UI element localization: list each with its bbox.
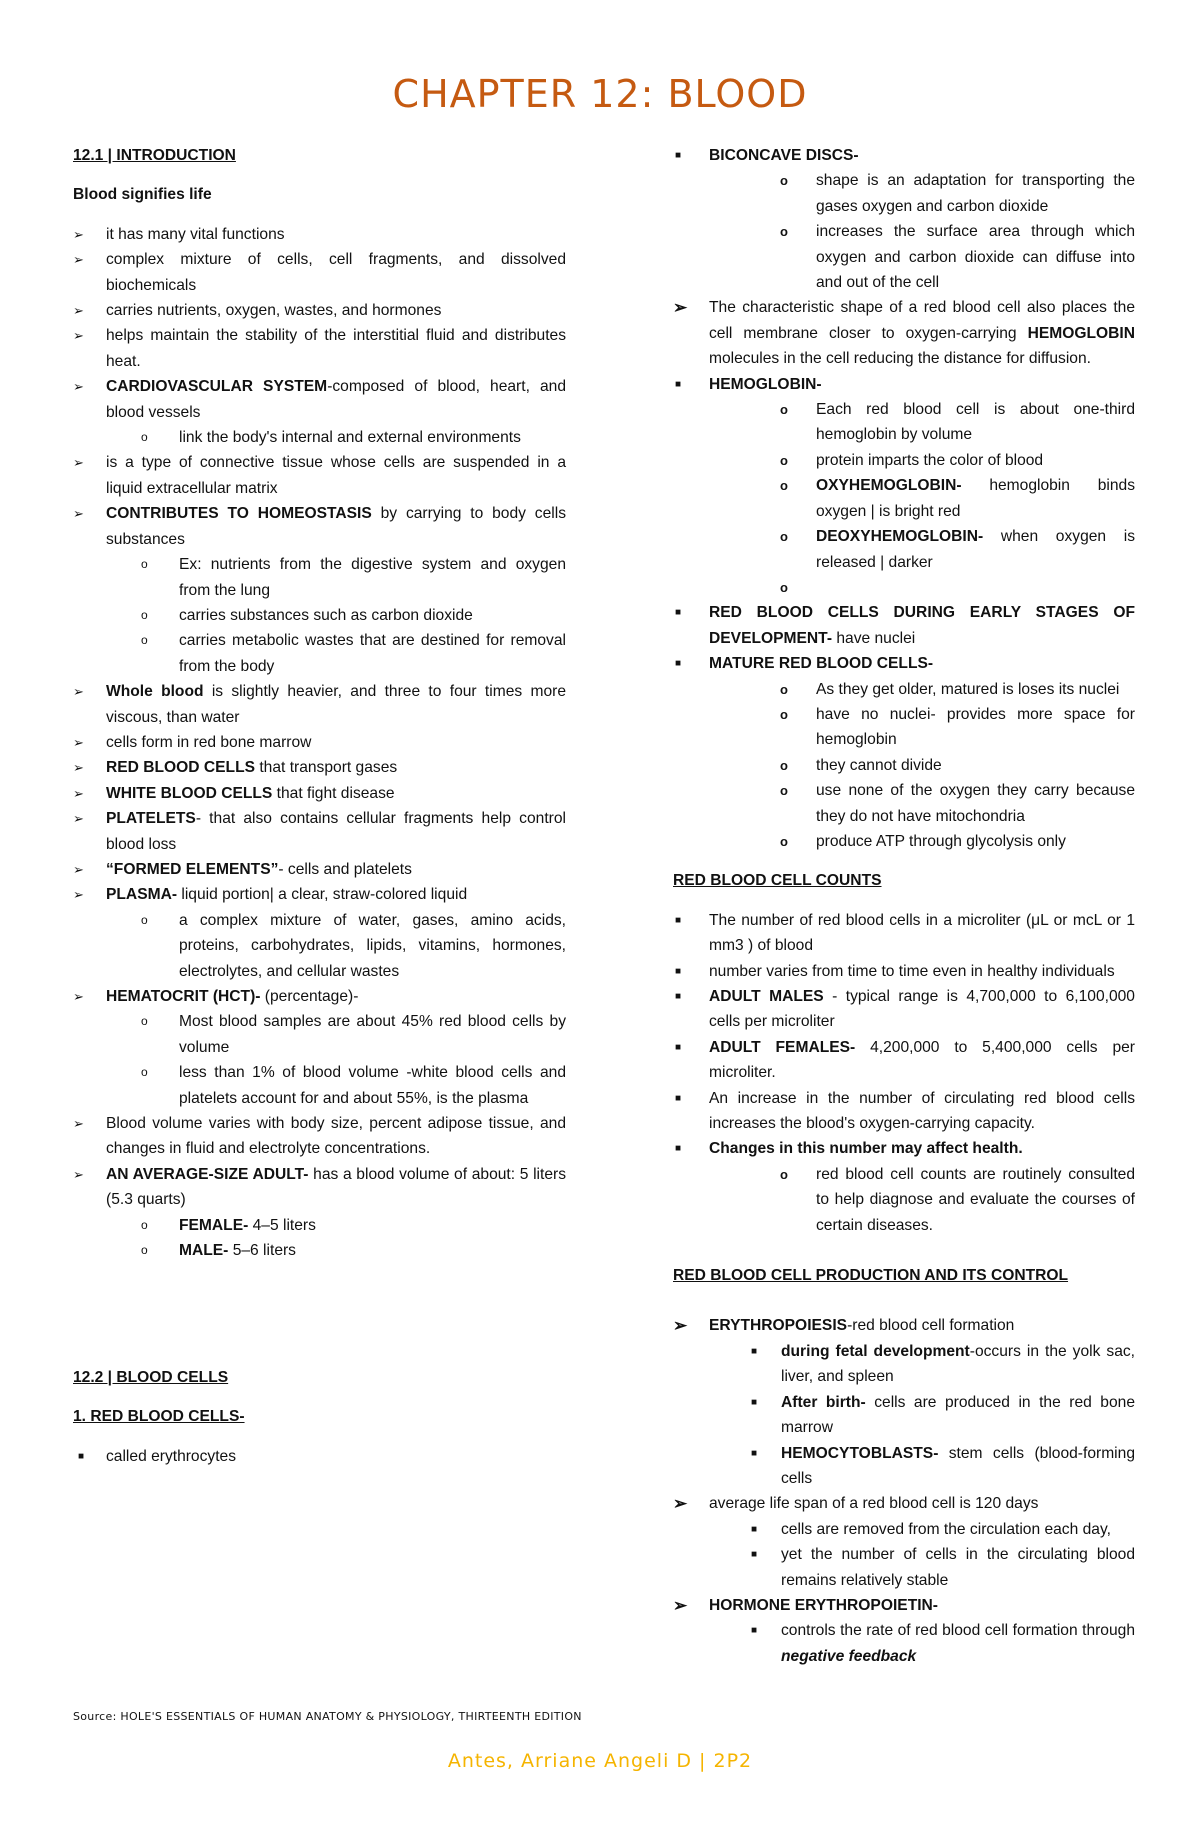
list-item: ➢ HEMATOCRIT (HCT)- (percentage)- bbox=[73, 984, 566, 1009]
list-item: ➢ complex mixture of cells, cell fragments, and dissolved biochemicals bbox=[73, 247, 566, 298]
square-bullet-icon: ■ bbox=[751, 1523, 758, 1535]
list-item: o carries substances such as carbon dioxide bbox=[73, 603, 566, 628]
footer-author: Antes, Arriane Angeli D | 2P2 bbox=[447, 1750, 753, 1772]
arrow-bullet-icon: ➢ bbox=[73, 328, 84, 344]
list-item: ➢ AN AVERAGE-SIZE ADULT- has a blood volume of about: 5 liters (5.3 quarts) bbox=[73, 1162, 566, 1213]
list-item: ■ HEMOCYTOBLASTS- stem cells (blood-forming cells bbox=[673, 1441, 1135, 1492]
arrow-bullet-icon: ➢ bbox=[73, 861, 84, 877]
square-bullet-icon: ■ bbox=[751, 1345, 758, 1357]
list-item: o they cannot divide bbox=[673, 753, 1135, 778]
list-item: o shape is an adaptation for transporting the gases oxygen and carbon dioxide bbox=[673, 168, 1135, 219]
list-item: ➢ RED BLOOD CELLS that transport gases bbox=[73, 755, 566, 780]
square-bullet-icon: ■ bbox=[675, 378, 682, 390]
circle-bullet-icon: o bbox=[780, 478, 788, 494]
list-item: o less than 1% of blood volume -white blood cells and platelets account for and about 55%, is the plasma bbox=[73, 1060, 566, 1111]
left-column bbox=[73, 143, 566, 1263]
list-item: ➢ CONTRIBUTES TO HOMEOSTASIS by carrying to body cells substances bbox=[73, 501, 566, 552]
list-item: o MALE- 5–6 liters bbox=[73, 1238, 566, 1263]
square-bullet-icon: ■ bbox=[675, 965, 682, 977]
list-item: o increases the surface area through which oxygen and carbon dioxide can diffuse into and out of the cell bbox=[673, 219, 1135, 295]
circle-bullet-icon: o bbox=[780, 529, 788, 545]
list-item: ➢ Whole blood is slightly heavier, and three to four times more viscous, than water bbox=[73, 679, 566, 730]
list-item: o As they get older, matured is loses its nuclei bbox=[673, 677, 1135, 702]
arrow-bullet-icon: ➢ bbox=[73, 1166, 84, 1182]
list-item: o Ex: nutrients from the digestive system and oxygen from the lung bbox=[73, 552, 566, 603]
circle-bullet-icon: o bbox=[780, 224, 788, 240]
arrow-bullet-icon: ➢ bbox=[73, 811, 84, 827]
circle-bullet-icon: o bbox=[141, 1014, 148, 1029]
list-item: ■ ADULT MALES - typical range is 4,700,000 to 6,100,000 cells per microliter bbox=[673, 984, 1135, 1035]
list-item: ■ yet the number of cells in the circulating blood remains relatively stable bbox=[673, 1542, 1135, 1593]
arrow-bullet-icon: ➢ bbox=[673, 298, 688, 318]
circle-bullet-icon: o bbox=[780, 579, 788, 595]
list-item: o Most blood samples are about 45% red blood cells by volume bbox=[73, 1009, 566, 1060]
arrow-bullet-icon: ➢ bbox=[73, 455, 84, 471]
list-item: ■ MATURE RED BLOOD CELLS- bbox=[673, 651, 1135, 676]
subheading-red-blood-cells: 1. RED BLOOD CELLS- bbox=[73, 1408, 245, 1426]
arrow-bullet-icon: ➢ bbox=[73, 1116, 84, 1132]
list-item: ■ cells are removed from the circulation each day, bbox=[673, 1517, 1135, 1542]
circle-bullet-icon: o bbox=[141, 633, 148, 648]
subheading-blood-signifies-life: Blood signifies life bbox=[73, 186, 212, 204]
list-item: o use none of the oxygen they carry because they do not have mitochondria bbox=[673, 778, 1135, 829]
list-item: o protein imparts the color of blood bbox=[673, 448, 1135, 473]
list-item: ➢ “FORMED ELEMENTS”- cells and platelets bbox=[73, 857, 566, 882]
section-heading-rbc-production: RED BLOOD CELL PRODUCTION AND ITS CONTROL bbox=[673, 1267, 1069, 1285]
arrow-bullet-icon: ➢ bbox=[673, 1595, 688, 1615]
list-item: ➢ PLATELETS- that also contains cellular fragments help control blood loss bbox=[73, 806, 566, 857]
list-item: o produce ATP through glycolysis only bbox=[673, 829, 1135, 854]
list-item: ➢ helps maintain the stability of the interstitial fluid and distributes heat. bbox=[73, 323, 566, 374]
square-bullet-icon: ■ bbox=[751, 1447, 758, 1459]
list-item: ➢ average life span of a red blood cell is 120 days bbox=[673, 1491, 1135, 1516]
list-item: ➢ is a type of connective tissue whose cells are suspended in a liquid extracellular matrix bbox=[73, 450, 566, 501]
circle-bullet-icon: o bbox=[780, 1166, 788, 1182]
square-bullet-icon: ■ bbox=[675, 1143, 682, 1155]
arrow-bullet-icon: ➢ bbox=[73, 303, 84, 319]
list-item: ■ during fetal development-occurs in the yolk sac, liver, and spleen bbox=[673, 1339, 1135, 1390]
list-item: o Each red blood cell is about one-third hemoglobin by volume bbox=[673, 397, 1135, 448]
arrow-bullet-icon: ➢ bbox=[73, 760, 84, 776]
list-item: ■ HEMOGLOBIN- bbox=[673, 372, 1135, 397]
list-item: o FEMALE- 4–5 liters bbox=[73, 1213, 566, 1238]
circle-bullet-icon: o bbox=[780, 783, 788, 799]
arrow-bullet-icon: ➢ bbox=[673, 1494, 688, 1514]
list-item: ➢ The characteristic shape of a red blood cell also places the cell membrane closer to oxygen-carrying HEMOGLOBIN molecules in the cell reducing the distance for diffusion. bbox=[673, 295, 1135, 371]
square-bullet-icon: ■ bbox=[78, 1450, 85, 1462]
right-column bbox=[673, 143, 1135, 1669]
circle-bullet-icon: o bbox=[141, 1217, 148, 1232]
circle-bullet-icon: o bbox=[141, 607, 148, 622]
source-note: Source: HOLE'S ESSENTIALS OF HUMAN ANATOMY & PHYSIOLOGY, THIRTEENTH EDITION bbox=[73, 1710, 582, 1723]
circle-bullet-icon: o bbox=[780, 833, 788, 849]
list-item: ■ The number of red blood cells in a microliter (μL or mcL or 1 mm3 ) of blood bbox=[673, 908, 1135, 959]
list-item: ➢ it has many vital functions bbox=[73, 222, 566, 247]
arrow-bullet-icon: ➢ bbox=[73, 684, 84, 700]
square-bullet-icon: ■ bbox=[675, 991, 682, 1002]
list-item: ■ BICONCAVE DISCS- bbox=[673, 143, 1135, 168]
arrow-bullet-icon: ➢ bbox=[73, 226, 84, 242]
arrow-bullet-icon: ➢ bbox=[73, 734, 84, 750]
section-heading-blood-cells: 12.2 | BLOOD CELLS bbox=[73, 1369, 229, 1386]
arrow-bullet-icon: ➢ bbox=[73, 506, 84, 522]
list-item: ■ An increase in the number of circulating red blood cells increases the blood's oxygen-carrying capacity. bbox=[673, 1086, 1135, 1137]
list-item: ■ number varies from time to time even in healthy individuals bbox=[673, 959, 1135, 984]
circle-bullet-icon: o bbox=[141, 430, 148, 445]
list-item: ■ called erythrocytes bbox=[73, 1444, 566, 1469]
arrow-bullet-icon: ➢ bbox=[73, 379, 84, 395]
left-column-bottom bbox=[73, 1365, 566, 1469]
square-bullet-icon: ■ bbox=[751, 1625, 758, 1637]
list-item: o a complex mixture of water, gases, amino acids, proteins, carbohydrates, lipids, vitamins, hormones, electrolytes, and cellular wastes bbox=[73, 908, 566, 984]
circle-bullet-icon: o bbox=[780, 757, 788, 773]
list-item: o red blood cell counts are routinely consulted to help diagnose and evaluate the courses of certain diseases. bbox=[673, 1162, 1135, 1238]
list-item: o carries metabolic wastes that are destined for removal from the body bbox=[73, 628, 566, 679]
list-item: ➢ Blood volume varies with body size, percent adipose tissue, and changes in fluid and electrolyte concentrations. bbox=[73, 1111, 566, 1162]
square-bullet-icon: ■ bbox=[751, 1396, 758, 1408]
circle-bullet-icon: o bbox=[141, 1065, 148, 1080]
square-bullet-icon: ■ bbox=[675, 1092, 682, 1104]
arrow-bullet-icon: ➢ bbox=[73, 252, 84, 268]
circle-bullet-icon: o bbox=[780, 681, 788, 697]
circle-bullet-icon: o bbox=[780, 173, 788, 189]
square-bullet-icon: ■ bbox=[675, 914, 682, 926]
list-item: ➢ HORMONE ERYTHROPOIETIN- bbox=[673, 1593, 1135, 1618]
arrow-bullet-icon: ➢ bbox=[73, 989, 84, 1004]
arrow-bullet-icon: ➢ bbox=[73, 887, 84, 903]
list-item: ➢ PLASMA- liquid portion| a clear, straw-colored liquid bbox=[73, 882, 566, 907]
square-bullet-icon: ■ bbox=[751, 1549, 758, 1561]
square-bullet-icon: ■ bbox=[675, 607, 682, 619]
page-title: CHAPTER 12: BLOOD bbox=[392, 72, 808, 116]
list-item: ■ After birth- cells are produced in the red bone marrow bbox=[673, 1390, 1135, 1441]
list-item: o link the body's internal and external environments bbox=[73, 425, 566, 450]
list-item bbox=[673, 575, 1135, 600]
list-item: o DEOXYHEMOGLOBIN- when oxygen is released | darker bbox=[673, 524, 1135, 575]
list-item: ■ ADULT FEMALES- 4,200,000 to 5,400,000 cells per microliter. bbox=[673, 1035, 1135, 1086]
circle-bullet-icon: o bbox=[141, 912, 148, 927]
list-item: ■ RED BLOOD CELLS DURING EARLY STAGES OF DEVELOPMENT- have nuclei bbox=[673, 600, 1135, 651]
list-item: ➢ cells form in red bone marrow bbox=[73, 730, 566, 755]
square-bullet-icon: ■ bbox=[675, 658, 682, 670]
circle-bullet-icon: o bbox=[780, 452, 788, 468]
arrow-bullet-icon: ➢ bbox=[73, 785, 84, 801]
list-item: ➢ carries nutrients, oxygen, wastes, and hormones bbox=[73, 298, 566, 323]
list-item: ■ controls the rate of red blood cell formation through negative feedback bbox=[673, 1618, 1135, 1669]
list-item: ➢ CARDIOVASCULAR SYSTEM-composed of blood, heart, and blood vessels bbox=[73, 374, 566, 425]
circle-bullet-icon: o bbox=[780, 706, 788, 722]
circle-bullet-icon: o bbox=[141, 1243, 148, 1258]
square-bullet-icon: ■ bbox=[675, 150, 682, 161]
list-item: ➢ ERYTHROPOIESIS-red blood cell formation bbox=[673, 1313, 1135, 1338]
list-item: ■ Changes in this number may affect health. bbox=[673, 1136, 1135, 1161]
circle-bullet-icon: o bbox=[780, 402, 788, 418]
square-bullet-icon: ■ bbox=[675, 1041, 682, 1053]
circle-bullet-icon: o bbox=[141, 557, 148, 572]
section-heading-introduction: 12.1 | INTRODUCTION bbox=[73, 147, 236, 164]
list-item: o have no nuclei- provides more space for hemoglobin bbox=[673, 702, 1135, 753]
arrow-bullet-icon: ➢ bbox=[673, 1316, 688, 1336]
section-heading-rbc-counts: RED BLOOD CELL COUNTS bbox=[673, 872, 882, 890]
list-item: o OXYHEMOGLOBIN- hemoglobin binds oxygen | is bright red bbox=[673, 473, 1135, 524]
list-item: ➢ WHITE BLOOD CELLS that fight disease bbox=[73, 781, 566, 806]
